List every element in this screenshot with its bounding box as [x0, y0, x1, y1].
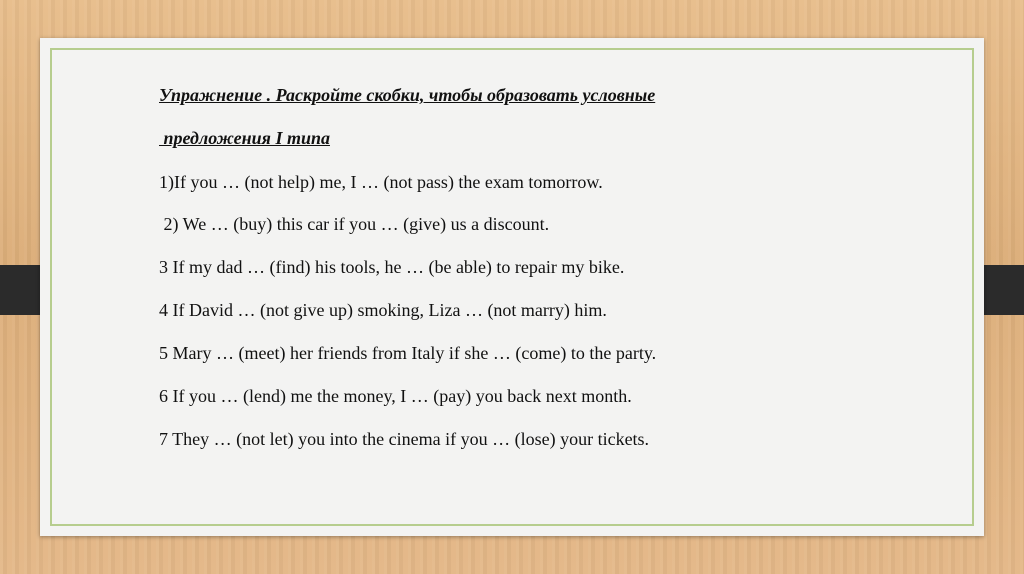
- exercise-item-1: 1)If you … (not help) me, I … (not pass) the exam tomorrow.: [159, 172, 603, 192]
- exercise-item-3: 3 If my dad … (find) his tools, he … (be able) to repair my bike.: [159, 257, 625, 277]
- exercise-item-2: 2) We … (buy) this car if you … (give) us a discount.: [159, 214, 550, 234]
- exercise-item-5: 5 Mary … (meet) her friends from Italy if she … (come) to the party.: [159, 343, 657, 363]
- exercise-item-7: 7 They … (not let) you into the cinema if you … (lose) your tickets.: [159, 429, 650, 449]
- exercise-heading-line-2: предложения I типа: [159, 128, 330, 148]
- slide-frame: [50, 48, 974, 526]
- exercise-item-4: 4 If David … (not give up) smoking, Liza … (not marry) him.: [159, 300, 607, 320]
- exercise-item-6: 6 If you … (lend) me the money, I … (pay) you back next month.: [159, 386, 632, 406]
- exercise-heading-line-1: Упражнение . Раскройте скобки, чтобы образовать условные: [159, 85, 656, 105]
- slide: [40, 38, 984, 536]
